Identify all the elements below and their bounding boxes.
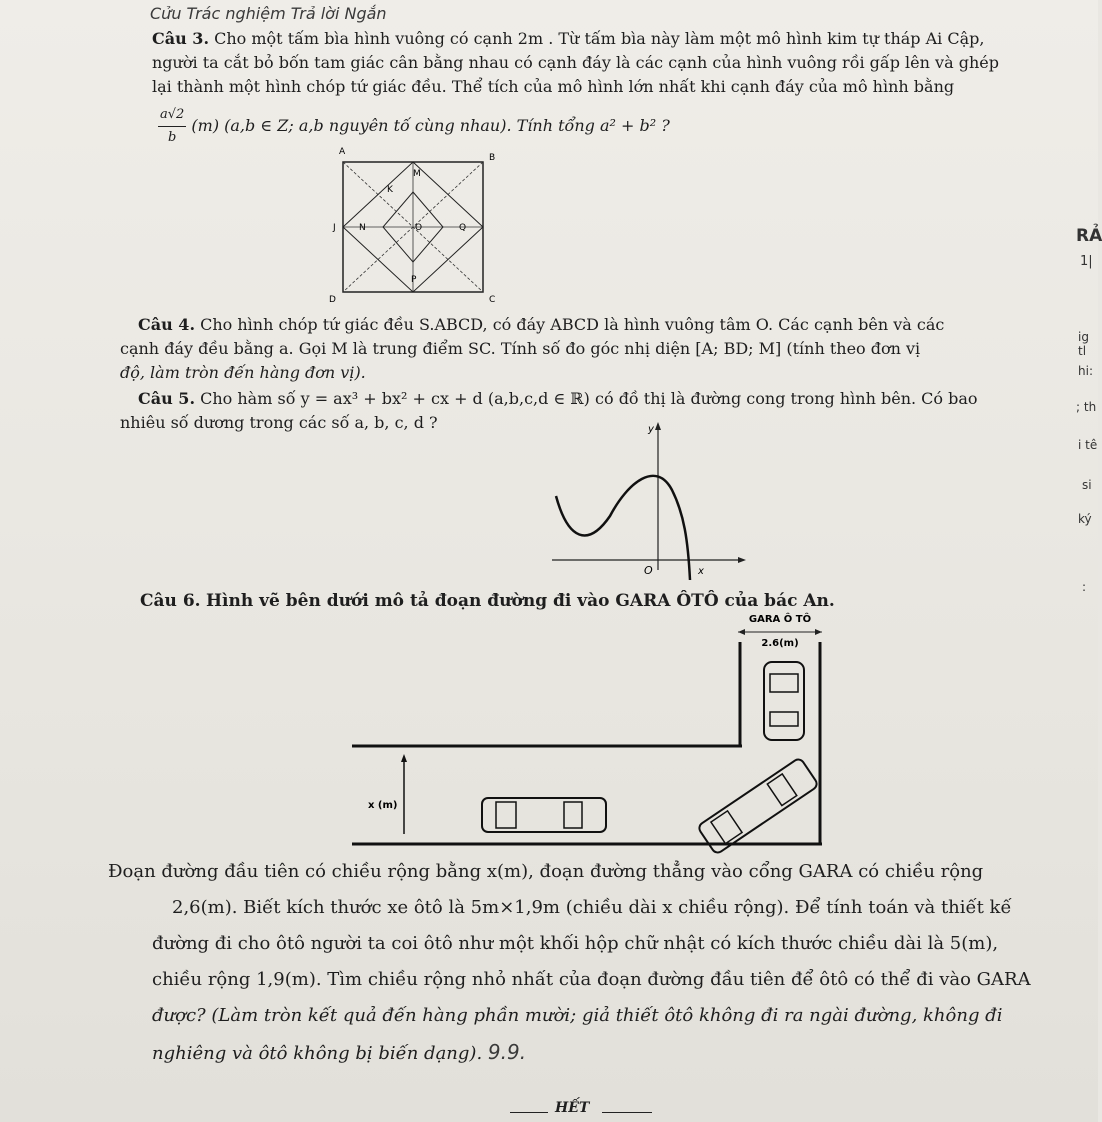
q3-line1 [152,28,985,50]
q6-para-4: chiều rộng 1,9(m). Tìm chiều rộng nhỏ nhất của đoạn đường đầu tiên để ôtô có thể đi vào GARA [152,969,1031,990]
q3-fraction [158,104,186,149]
q6-para-2: 2,6(m). Biết kích thước xe ôtô là 5m×1,9m (chiều dài x chiều rộng). Để tính toán và thiết kế [172,897,1012,918]
fig-label-b: B [489,153,496,163]
q3-line3: lại thành một hình chóp tứ giác đều. Thể tích của mô hình lớn nhất khi cạnh đáy của mô hình bằng [152,77,955,96]
margin-fragment-6: i tê [1078,438,1098,452]
q6-para-1: Đoạn đường đầu tiên có chiều rộng bằng x(m), đoạn đường thẳng vào cổng GARA có chiều rộng [108,861,984,882]
q5-text-1: Cho hàm số y = ax³ + bx² + cx + d (a,b,c,d ∈ ℝ) có đồ thị là đường cong trong hình bên. Có bao [200,389,978,408]
q6-garage-figure [340,612,860,852]
turning-car-icon [697,757,819,855]
handwritten-heading: Cửu Trác nghiệm Trả lời Ngắn [150,4,387,23]
q3-line2: người ta cắt bỏ bốn tam giác cân bằng nhau có cạnh đáy là các cạnh của hình vuông rồi gấp lên và ghép [152,53,999,72]
q5-label: Câu 5. [138,389,196,408]
garage-width: 2.6(m) [761,638,799,649]
margin-fragment-7: si [1082,478,1092,492]
q6-para-6 [152,1040,526,1066]
margin-fragment-3: ig tl [1078,330,1089,358]
q4-line3: độ, làm tròn đến hàng đơn vị). [120,363,366,382]
fig-label-m: M [413,169,421,179]
graph-label-x: x [698,566,704,577]
q3-text-4: (m) (a,b ∈ Z; a,b nguyên tố cùng nhau). Tính tổng a² + b² ? [191,116,670,135]
fig-label-o: O [415,223,423,233]
fig-label-p: P [411,275,417,285]
q6-para-5: được? (Làm tròn kết quả đến hàng phần mười; giả thiết ôtô không đi ra ngài đường, không đi [152,1005,1003,1026]
fig-label-c: C [489,295,496,305]
garage-title: GARA Ô TÔ [748,614,812,625]
q4-text-1: Cho hình chóp tứ giác đều S.ABCD, có đáy ABCD là hình vuông tâm O. Các cạnh bên và các [200,315,945,334]
q4-line1 [138,314,944,336]
fig-label-j: J [333,223,336,233]
q5-line1 [138,388,978,410]
parked-car-icon [764,662,804,740]
q4-label: Câu 4. [138,315,196,334]
fig-label-k: K [387,185,393,195]
q3-label: Câu 3. [152,29,210,48]
margin-fragment-1: RẢ [1076,226,1102,246]
margin-fragment-8: ký [1078,512,1092,526]
fig-label-d: D [329,295,336,305]
graph-label-o: O [644,564,653,577]
straight-car-icon [482,798,606,832]
fig-label-a: A [339,147,346,157]
end-text: HẾT [555,1100,590,1116]
q4-line2: cạnh đáy đều bằng a. Gọi M là trung điểm SC. Tính số đo góc nhị diện [A; BD; M] (tính theo đơn vị [120,339,921,358]
q6-intro [140,590,835,612]
q3-text-1: Cho một tấm bìa hình vuông có cạnh 2m . Từ tấm bìa này làm một mô hình kim tự tháp Ai Cập, [214,29,985,48]
q6-intro-text: Hình vẽ bên dưới mô tả đoạn đường đi vào GARA ÔTÔ của bác An. [205,591,835,611]
handwritten-answer: 9.9. [487,1040,527,1064]
road-width-label: x (m) [368,800,398,811]
q3-frac-num: a√2 [158,104,186,127]
q3-frac-den: b [167,130,177,145]
q5-line2: nhiêu số dương trong các số a, b, c, d ? [120,413,438,432]
end-mark [510,1100,660,1118]
graph-label-y: y [648,424,654,435]
margin-fragment-2: 1| [1080,254,1093,269]
margin-fragment-4: hi: [1078,364,1093,378]
q5-cubic-graph [548,420,748,590]
margin-fragment-5: ; th [1076,400,1097,414]
q3-square-figure [325,140,505,305]
fig-label-n: N [359,223,366,233]
q6-para-3: đường đi cho ôtô người ta coi ôtô như một khối hộp chữ nhật có kích thước chiều dài là 5(m), [152,933,999,954]
fig-label-q: Q [459,223,467,233]
margin-fragment-9: : [1082,580,1087,594]
q6-label: Câu 6. [140,591,201,611]
q6-para-6-text: nghiêng và ôtô không bị biến dạng). [152,1043,483,1064]
